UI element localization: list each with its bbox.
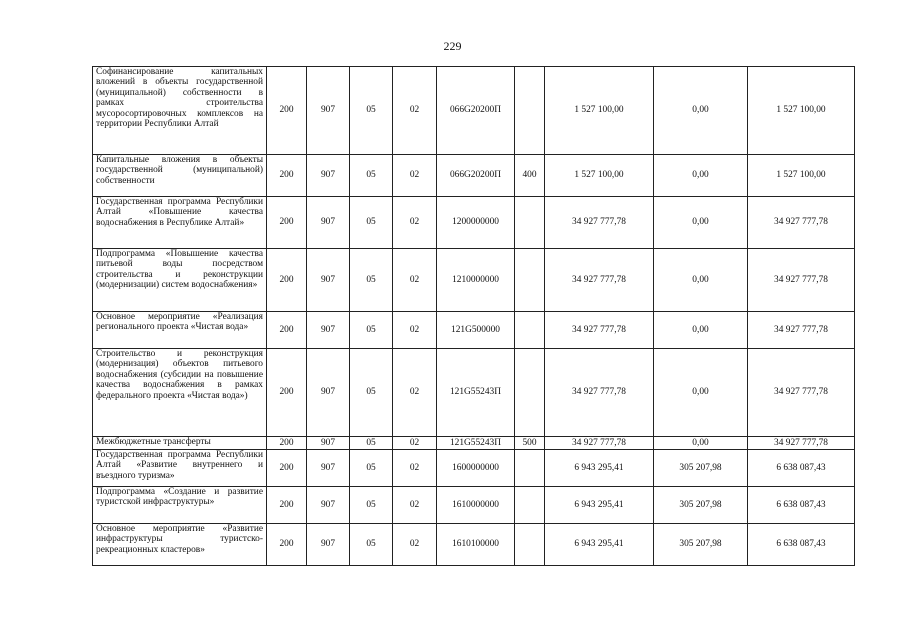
cell-department-code: 907 bbox=[307, 437, 350, 450]
cell-ministry-code: 200 bbox=[267, 437, 307, 450]
cell-expense-type bbox=[515, 487, 545, 524]
cell-target-article: 1610100000 bbox=[437, 524, 515, 566]
cell-subsection-code: 02 bbox=[393, 349, 437, 437]
cell-amount-regional: 34 927 777,78 bbox=[748, 312, 855, 349]
cell-amount-regional: 34 927 777,78 bbox=[748, 197, 855, 249]
cell-amount-regional: 34 927 777,78 bbox=[748, 437, 855, 450]
cell-amount-federal: 0,00 bbox=[654, 312, 748, 349]
cell-amount-total: 34 927 777,78 bbox=[545, 249, 654, 312]
cell-section-code: 05 bbox=[350, 487, 393, 524]
cell-section-code: 05 bbox=[350, 450, 393, 487]
cell-amount-federal: 0,00 bbox=[654, 155, 748, 197]
cell-name: Подпрограмма «Создание и развитие туристской инфраструктуры» bbox=[93, 487, 267, 524]
cell-amount-federal: 0,00 bbox=[654, 249, 748, 312]
cell-section-code: 05 bbox=[350, 349, 393, 437]
cell-amount-regional: 6 638 087,43 bbox=[748, 524, 855, 566]
cell-amount-total: 1 527 100,00 bbox=[545, 155, 654, 197]
cell-department-code: 907 bbox=[307, 487, 350, 524]
cell-ministry-code: 200 bbox=[267, 524, 307, 566]
table-row bbox=[93, 349, 855, 437]
cell-ministry-code: 200 bbox=[267, 450, 307, 487]
cell-name: Межбюджетные трансферты bbox=[93, 437, 267, 450]
cell-target-article: 1600000000 bbox=[437, 450, 515, 487]
cell-expense-type bbox=[515, 312, 545, 349]
cell-target-article: 066G20200П bbox=[437, 155, 515, 197]
cell-subsection-code: 02 bbox=[393, 450, 437, 487]
cell-expense-type bbox=[515, 249, 545, 312]
cell-amount-federal: 305 207,98 bbox=[654, 524, 748, 566]
cell-ministry-code: 200 bbox=[267, 349, 307, 437]
cell-target-article: 1200000000 bbox=[437, 197, 515, 249]
cell-name: Софинансирование капитальных вложений в объекты государственной (муниципальной) собственности в рамках строительства мусоросортировочных комплексов на территории Республики Алтай bbox=[93, 67, 267, 155]
cell-expense-type bbox=[515, 450, 545, 487]
cell-target-article: 1210000000 bbox=[437, 249, 515, 312]
cell-amount-total: 34 927 777,78 bbox=[545, 437, 654, 450]
cell-expense-type: 500 bbox=[515, 437, 545, 450]
cell-target-article: 121G55243П bbox=[437, 349, 515, 437]
cell-amount-federal: 0,00 bbox=[654, 349, 748, 437]
cell-amount-total: 6 943 295,41 bbox=[545, 524, 654, 566]
table-body bbox=[93, 67, 855, 566]
table-row bbox=[93, 249, 855, 312]
cell-department-code: 907 bbox=[307, 312, 350, 349]
cell-section-code: 05 bbox=[350, 249, 393, 312]
cell-section-code: 05 bbox=[350, 312, 393, 349]
cell-amount-regional: 6 638 087,43 bbox=[748, 487, 855, 524]
cell-subsection-code: 02 bbox=[393, 437, 437, 450]
cell-department-code: 907 bbox=[307, 450, 350, 487]
table-row bbox=[93, 487, 855, 524]
table-row bbox=[93, 197, 855, 249]
cell-expense-type bbox=[515, 524, 545, 566]
cell-expense-type bbox=[515, 349, 545, 437]
cell-amount-total: 34 927 777,78 bbox=[545, 312, 654, 349]
cell-subsection-code: 02 bbox=[393, 249, 437, 312]
cell-name: Государственная программа Республики Алтай «Развитие внутреннего и въездного туризма» bbox=[93, 450, 267, 487]
cell-amount-total: 34 927 777,78 bbox=[545, 197, 654, 249]
cell-amount-regional: 6 638 087,43 bbox=[748, 450, 855, 487]
cell-name: Основное мероприятие «Реализация регионального проекта «Чистая вода» bbox=[93, 312, 267, 349]
cell-section-code: 05 bbox=[350, 524, 393, 566]
cell-department-code: 907 bbox=[307, 155, 350, 197]
cell-department-code: 907 bbox=[307, 249, 350, 312]
cell-subsection-code: 02 bbox=[393, 197, 437, 249]
table-row bbox=[93, 155, 855, 197]
cell-name: Строительство и реконструкция (модернизация) объектов питьевого водоснабжения (субсидии на повышение качества водоснабжения в рамках федерального проекта «Чистая вода») bbox=[93, 349, 267, 437]
budget-table bbox=[92, 66, 855, 566]
cell-amount-federal: 0,00 bbox=[654, 437, 748, 450]
cell-target-article: 1610000000 bbox=[437, 487, 515, 524]
cell-name: Основное мероприятие «Развитие инфраструктуры туристско-рекреационных кластеров» bbox=[93, 524, 267, 566]
cell-subsection-code: 02 bbox=[393, 487, 437, 524]
cell-amount-total: 1 527 100,00 bbox=[545, 67, 654, 155]
cell-department-code: 907 bbox=[307, 349, 350, 437]
cell-department-code: 907 bbox=[307, 67, 350, 155]
table-row bbox=[93, 450, 855, 487]
cell-ministry-code: 200 bbox=[267, 249, 307, 312]
cell-target-article: 121G500000 bbox=[437, 312, 515, 349]
table-row bbox=[93, 524, 855, 566]
cell-section-code: 05 bbox=[350, 197, 393, 249]
cell-department-code: 907 bbox=[307, 524, 350, 566]
table-row bbox=[93, 437, 855, 450]
page-number: 229 bbox=[443, 39, 462, 53]
cell-subsection-code: 02 bbox=[393, 67, 437, 155]
cell-name: Капитальные вложения в объекты государственной (муниципальной) собственности bbox=[93, 155, 267, 197]
cell-target-article: 066G20200П bbox=[437, 67, 515, 155]
cell-ministry-code: 200 bbox=[267, 487, 307, 524]
table-row bbox=[93, 67, 855, 155]
cell-amount-regional: 34 927 777,78 bbox=[748, 349, 855, 437]
cell-ministry-code: 200 bbox=[267, 155, 307, 197]
cell-section-code: 05 bbox=[350, 155, 393, 197]
cell-amount-regional: 34 927 777,78 bbox=[748, 249, 855, 312]
cell-ministry-code: 200 bbox=[267, 197, 307, 249]
cell-expense-type bbox=[515, 197, 545, 249]
cell-name: Государственная программа Республики Алтай «Повышение качества водоснабжения в Республике Алтай» bbox=[93, 197, 267, 249]
cell-subsection-code: 02 bbox=[393, 312, 437, 349]
cell-section-code: 05 bbox=[350, 67, 393, 155]
cell-subsection-code: 02 bbox=[393, 155, 437, 197]
cell-amount-federal: 0,00 bbox=[654, 67, 748, 155]
cell-amount-total: 6 943 295,41 bbox=[545, 450, 654, 487]
table-row bbox=[93, 312, 855, 349]
cell-amount-regional: 1 527 100,00 bbox=[748, 67, 855, 155]
cell-amount-total: 34 927 777,78 bbox=[545, 349, 654, 437]
cell-ministry-code: 200 bbox=[267, 67, 307, 155]
cell-target-article: 121G55243П bbox=[437, 437, 515, 450]
cell-section-code: 05 bbox=[350, 437, 393, 450]
cell-name: Подпрограмма «Повышение качества питьевой воды посредством строительства и реконструкции (модернизации) систем водоснабжения» bbox=[93, 249, 267, 312]
cell-amount-total: 6 943 295,41 bbox=[545, 487, 654, 524]
cell-amount-regional: 1 527 100,00 bbox=[748, 155, 855, 197]
cell-amount-federal: 305 207,98 bbox=[654, 450, 748, 487]
cell-department-code: 907 bbox=[307, 197, 350, 249]
cell-ministry-code: 200 bbox=[267, 312, 307, 349]
cell-amount-federal: 0,00 bbox=[654, 197, 748, 249]
cell-expense-type bbox=[515, 67, 545, 155]
cell-amount-federal: 305 207,98 bbox=[654, 487, 748, 524]
cell-expense-type: 400 bbox=[515, 155, 545, 197]
cell-subsection-code: 02 bbox=[393, 524, 437, 566]
